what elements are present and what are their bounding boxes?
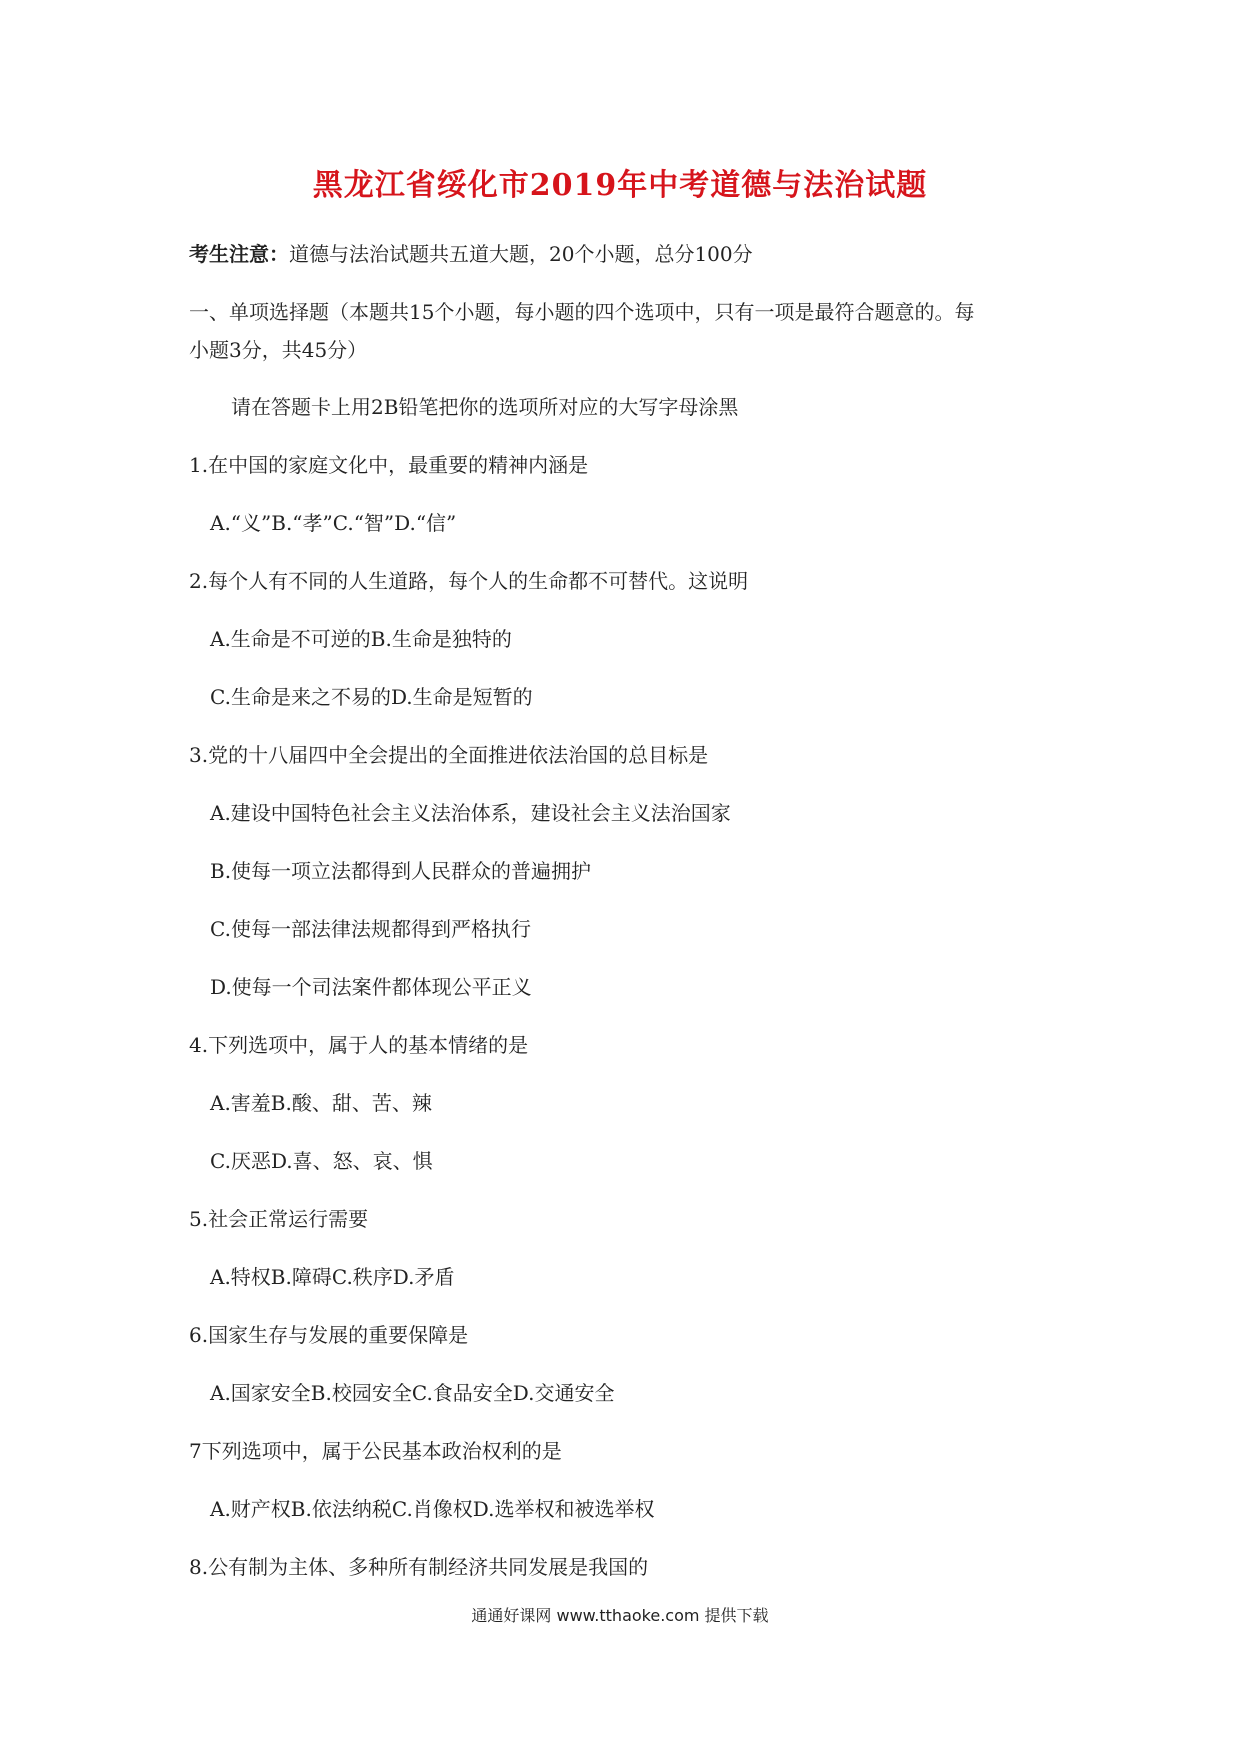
question-1-stem: 1.在中国的家庭文化中，最重要的精神内涵是 — [189, 453, 589, 477]
question-3-option-c: C.使每一部法律法规都得到严格执行 — [210, 917, 531, 941]
question-3-option-d: D.使每一个司法案件都体现公平正义 — [210, 975, 532, 999]
question-4-option-line-1: A.害羞B.酸、甜、苦、辣 — [210, 1091, 432, 1115]
question-7-option-line-1: A.财产权B.依法纳税C.肖像权D.选举权和被选举权 — [210, 1497, 655, 1521]
notice-label: 考生注意： — [189, 242, 289, 266]
page-title: 黑龙江省绥化市2019年中考道德与法治试题 — [312, 168, 928, 203]
question-2-stem: 2.每个人有不同的人生道路，每个人的生命都不可替代。这说明 — [189, 569, 749, 593]
question-3-option-b: B.使每一项立法都得到人民群众的普遍拥护 — [210, 859, 592, 883]
question-6-stem: 6.国家生存与发展的重要保障是 — [189, 1323, 469, 1347]
notice-text: 道德与法治试题共五道大题，20个小题，总分100分 — [289, 242, 753, 266]
question-2-option-line-1: A.生命是不可逆的B.生命是独特的 — [210, 627, 512, 651]
question-6-option-line-1: A.国家安全B.校园安全C.食品安全D.交通安全 — [210, 1381, 615, 1405]
page-footer: 通通好课网 www.tthaoke.com 提供下载 — [471, 1606, 769, 1625]
question-2-option-line-2: C.生命是来之不易的D.生命是短暂的 — [210, 685, 533, 709]
question-8-stem: 8.公有制为主体、多种所有制经济共同发展是我国的 — [189, 1555, 649, 1579]
question-1-option-line-1: A.“义”B.“孝”C.“智”D.“信” — [210, 511, 457, 535]
section-heading-line2: 小题3分，共45分） — [189, 338, 368, 362]
question-4-stem: 4.下列选项中，属于人的基本情绪的是 — [189, 1033, 529, 1057]
question-4-option-line-2: C.厌恶D.喜、怒、哀、惧 — [210, 1149, 433, 1173]
question-3-option-a: A.建设中国特色社会主义法治体系，建设社会主义法治国家 — [210, 801, 731, 825]
exam-notice — [189, 240, 753, 268]
question-7-stem: 7下列选项中，属于公民基本政治权利的是 — [189, 1439, 562, 1463]
section-instruction: 请在答题卡上用2B铅笔把你的选项所对应的大写字母涂黑 — [231, 395, 739, 419]
question-3-stem: 3.党的十八届四中全会提出的全面推进依法治国的总目标是 — [189, 743, 709, 767]
section-heading-line1: 一、单项选择题（本题共15个小题，每小题的四个选项中，只有一项是最符合题意的。每 — [189, 300, 975, 324]
question-5-stem: 5.社会正常运行需要 — [189, 1207, 369, 1231]
question-5-option-line-1: A.特权B.障碍C.秩序D.矛盾 — [210, 1265, 455, 1289]
